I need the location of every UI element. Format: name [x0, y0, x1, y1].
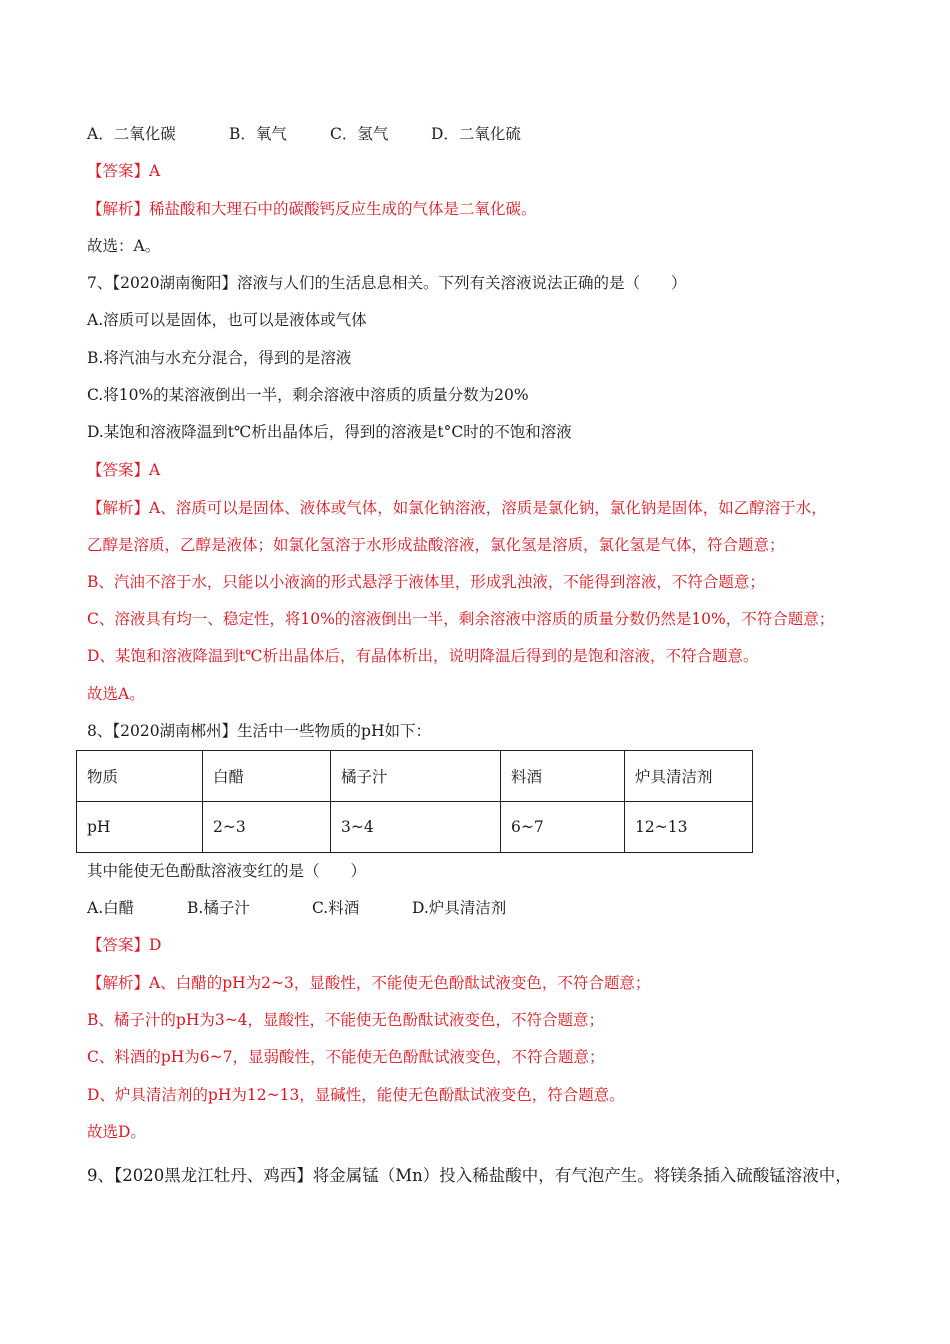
q7-analysis-line: D、某饱和溶液降温到t℃析出晶体后，有晶体析出，说明降温后得到的是饱和溶液，不符合题意。	[87, 647, 759, 665]
table-cell: 12~13	[625, 802, 753, 853]
q6-options	[87, 123, 890, 145]
q7-option-c: C.将10%的某溶液倒出一半，剩余溶液中溶质的质量分数为20%	[87, 386, 529, 404]
q8-analysis-line: 【解析】A、白醋的pH为2~3，显酸性，不能使无色酚酞试液变色，不符合题意；	[87, 974, 651, 992]
q7-option-a: A.溶质可以是固体，也可以是液体或气体	[87, 311, 367, 329]
q8-stem: 8、【2020湖南郴州】生活中一些物质的pH如下：	[87, 722, 431, 740]
q6-answer: 【答案】A	[87, 162, 161, 180]
q6-option-c: C．氢气	[330, 125, 389, 143]
q6-option-d: D．二氧化硫	[431, 125, 521, 143]
q8-conclusion: 故选D。	[87, 1123, 146, 1141]
table-row	[77, 802, 753, 853]
table-cell: 2~3	[203, 802, 331, 853]
table-header-cell: 白醋	[203, 751, 331, 802]
q8-analysis-line: C、料酒的pH为6~7，显弱酸性，不能使无色酚酞试液变色，不符合题意；	[87, 1048, 605, 1066]
q8-answer: 【答案】D	[87, 936, 162, 954]
table-cell: pH	[77, 802, 203, 853]
q6-option-a: A．二氧化碳	[87, 125, 176, 143]
table-header-cell: 料酒	[501, 751, 625, 802]
q8-option-b: B.橘子汁	[187, 899, 250, 917]
q7-answer: 【答案】A	[87, 461, 161, 479]
q8-options	[87, 897, 890, 919]
q8-option-c: C.料酒	[312, 899, 360, 917]
q8-question: 其中能使无色酚酞溶液变红的是（ ）	[87, 862, 367, 880]
table-header-cell: 橘子汁	[331, 751, 501, 802]
table-row	[77, 751, 753, 802]
q7-analysis-line: 乙醇是溶质，乙醇是液体；如氯化氢溶于水形成盐酸溶液，氯化氢是溶质，氯化氢是气体，符合题意；	[87, 536, 785, 554]
q9-stem: 9、【2020黑龙江牡丹、鸡西】将金属锰（Mn）投入稀盐酸中，有气泡产生。将镁条插入硫酸锰溶液中，	[87, 1166, 852, 1185]
q8-option-a: A.白醋	[87, 899, 135, 917]
q8-analysis-line: D、炉具清洁剂的pH为12~13，显碱性，能使无色酚酞试液变色，符合题意。	[87, 1086, 625, 1104]
q7-analysis-line: 【解析】A、溶质可以是固体、液体或气体，如氯化钠溶液，溶质是氯化钠，氯化钠是固体，如乙醇溶于水，	[87, 499, 827, 517]
q8-analysis-line: B、橘子汁的pH为3~4，显酸性，不能使无色酚酞试液变色，不符合题意；	[87, 1011, 605, 1029]
ph-table	[76, 750, 753, 853]
q6-option-b: B．氧气	[229, 125, 287, 143]
q7-conclusion: 故选A。	[87, 685, 145, 703]
q6-conclusion: 故选：A。	[87, 237, 161, 255]
q6-analysis: 【解析】稀盐酸和大理石中的碳酸钙反应生成的气体是二氧化碳。	[87, 200, 537, 218]
q7-analysis-line: B、汽油不溶于水，只能以小液滴的形式悬浮于液体里，形成乳浊液，不能得到溶液，不符合题意；	[87, 573, 765, 591]
q7-option-d: D.某饱和溶液降温到t℃析出晶体后，得到的溶液是t°C时的不饱和溶液	[87, 423, 572, 441]
q7-analysis-line: C、溶液具有均一、稳定性，将10%的溶液倒出一半，剩余溶液中溶质的质量分数仍然是10%，不符合题意；	[87, 610, 835, 628]
table-cell: 3~4	[331, 802, 501, 853]
q8-option-d: D.炉具清洁剂	[412, 899, 507, 917]
table-cell: 6~7	[501, 802, 625, 853]
table-header-cell: 物质	[77, 751, 203, 802]
q7-option-b: B.将汽油与水充分混合，得到的是溶液	[87, 349, 352, 367]
table-header-cell: 炉具清洁剂	[625, 751, 753, 802]
q7-stem: 7、【2020湖南衡阳】溶液与人们的生活息息相关。下列有关溶液说法正确的是（ ）	[87, 274, 687, 292]
